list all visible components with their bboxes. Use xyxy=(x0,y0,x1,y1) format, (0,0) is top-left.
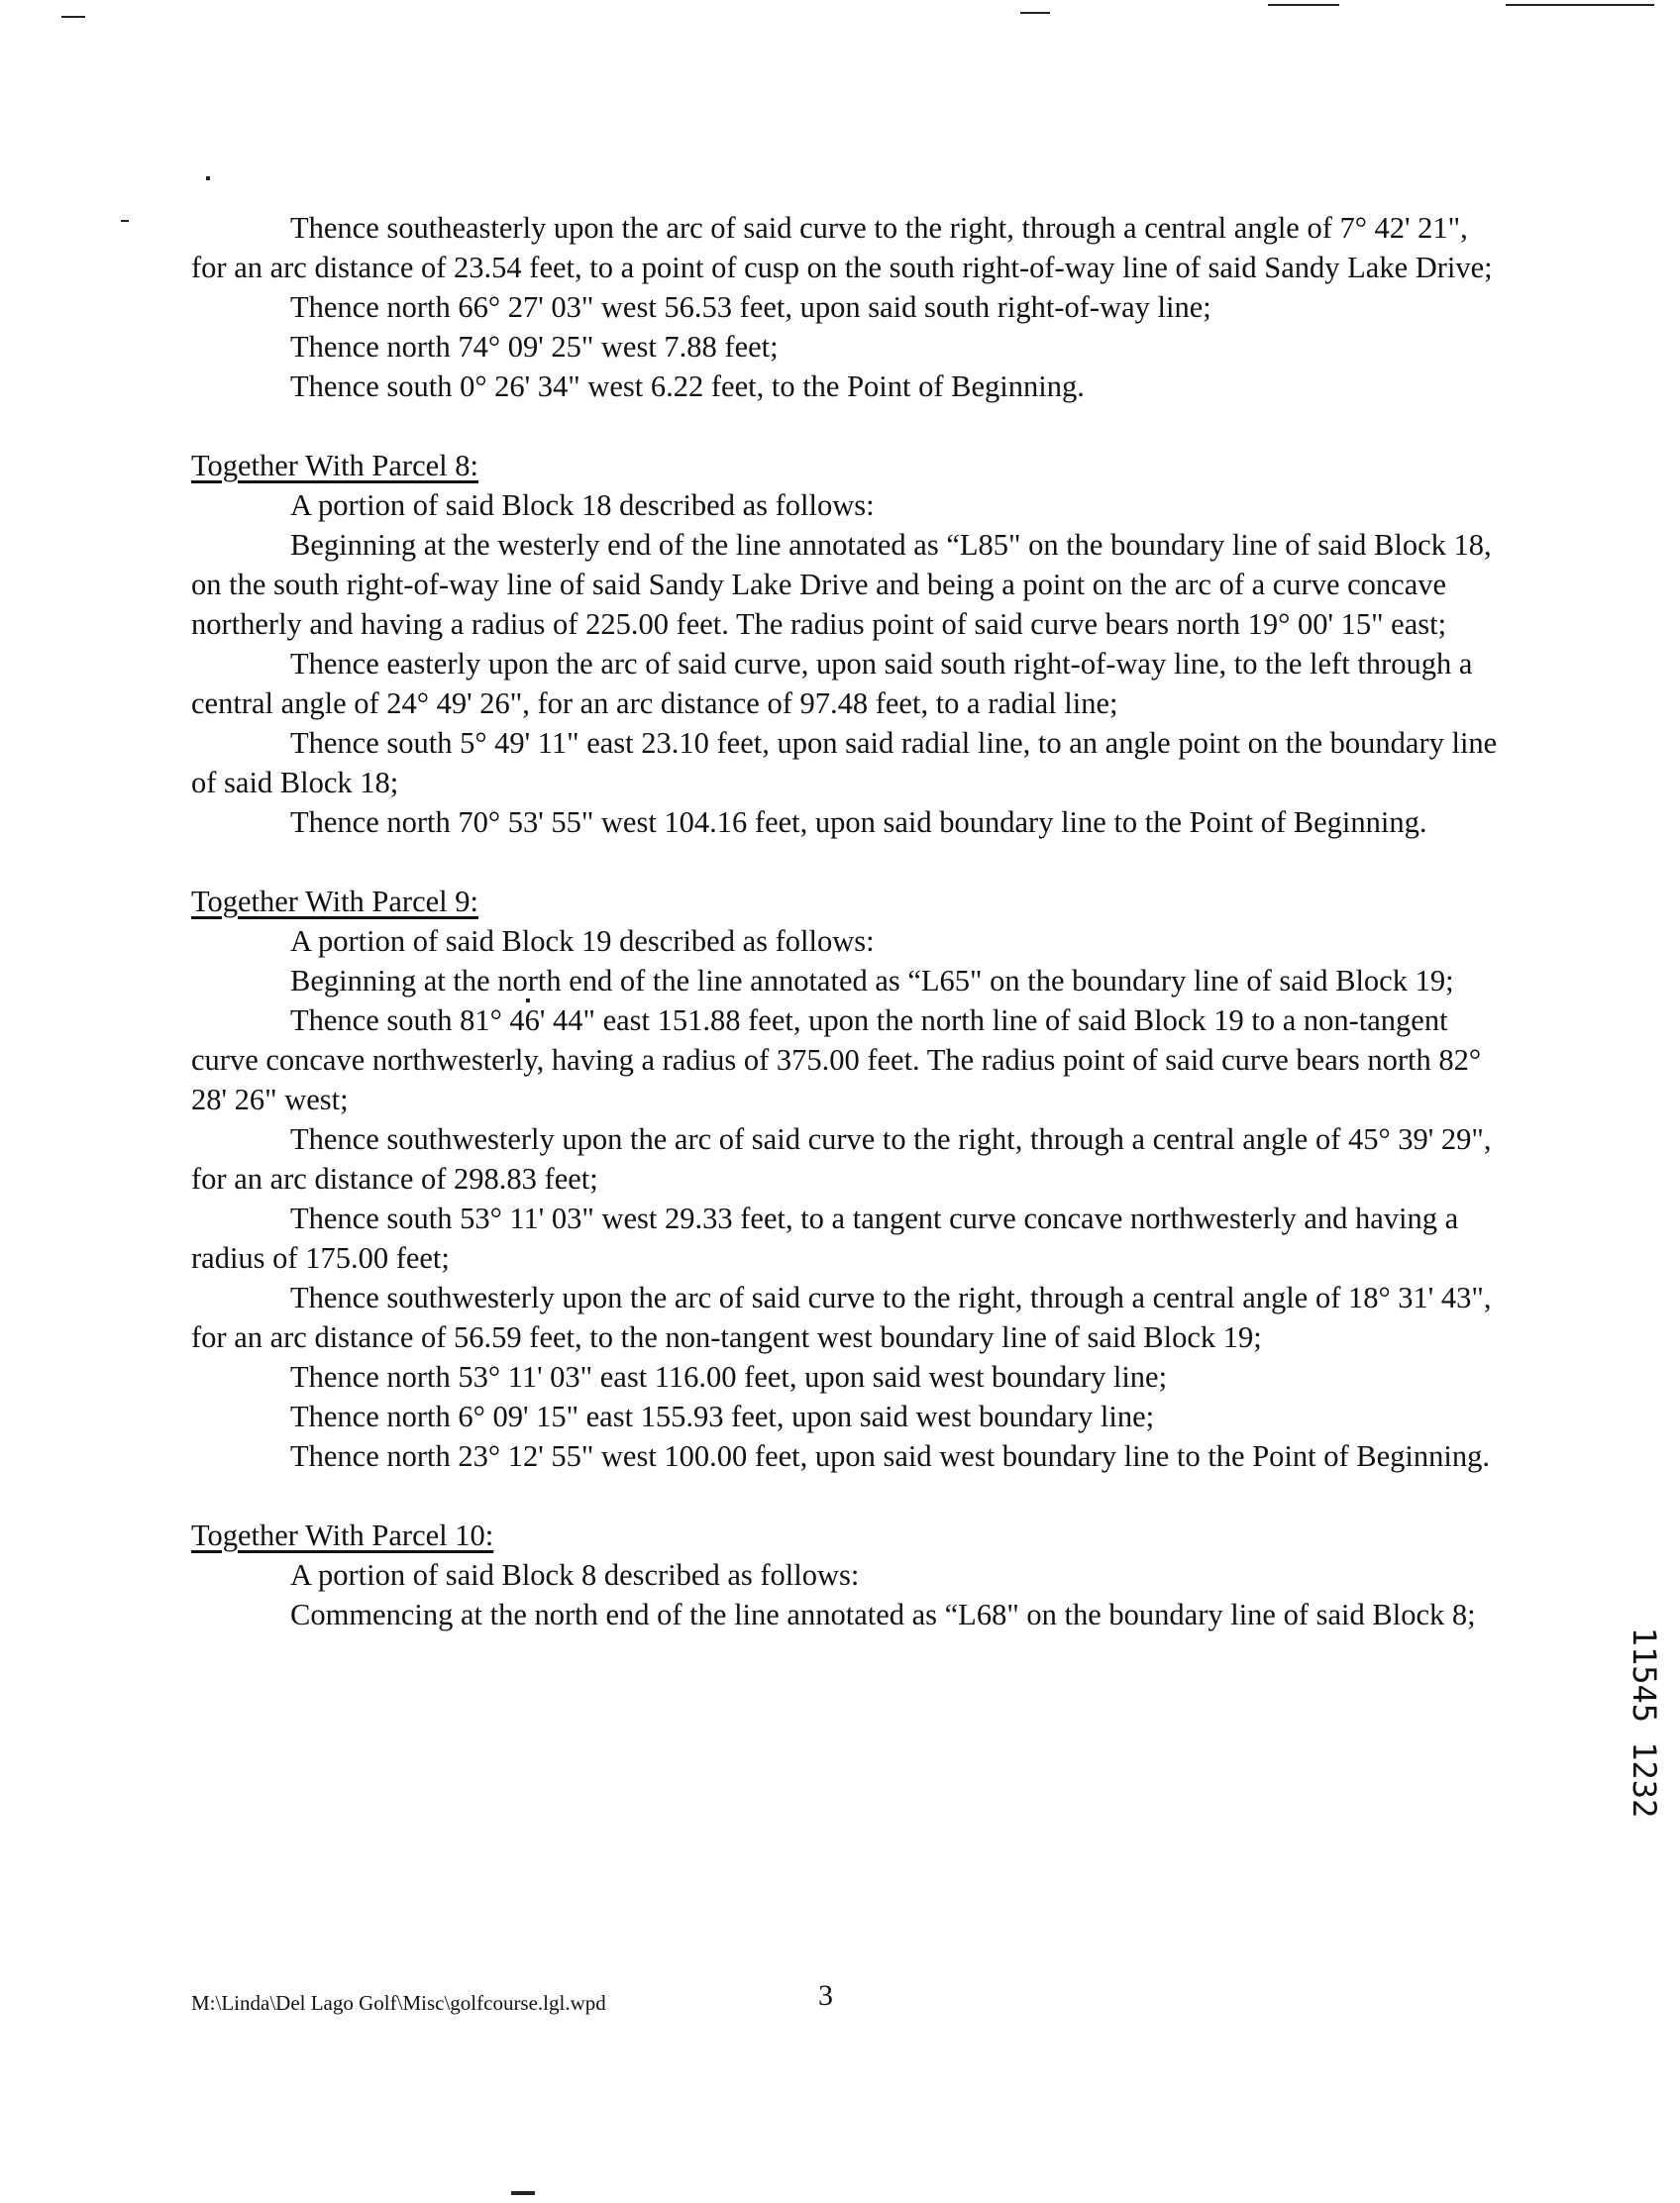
scan-mark xyxy=(511,2191,535,2195)
paragraph: Commencing at the north end of the line annotated as “L68" on the boundary line of said Block 8; xyxy=(290,1598,1476,1631)
parcel-8-heading: Together With Parcel 8: xyxy=(191,449,478,482)
paragraph: Thence north 53° 11' 03" east 116.00 feet, upon said west boundary line; xyxy=(290,1360,1168,1394)
parcel-9-heading: Together With Parcel 9: xyxy=(191,885,478,918)
paragraph: Thence south 5° 49' 11" east 23.10 feet, upon said radial line, to an angle point on the boundary line of said Block 18; xyxy=(191,726,1498,799)
paragraph: Thence southeasterly upon the arc of said curve to the right, through a central angle of 7° 42' 21", for an arc distance of 23.54 feet, to a point of cusp on the south right-of-way line of said Sandy Lake Drive; xyxy=(191,211,1493,284)
scan-mark xyxy=(1268,4,1339,6)
paragraph: Thence north 70° 53' 55" west 104.16 feet, upon said boundary line to the Point of Beginning. xyxy=(290,805,1427,839)
paragraph: Thence south 81° 46' 44" east 151.88 feet, upon the north line of said Block 19 to a non-tangent curve concave northwesterly, having a radius of 375.00 feet. The radius point of said curve bears north 82° 28' 26" west; xyxy=(191,1003,1482,1116)
parcel-10-intro: A portion of said Block 8 described as follows: xyxy=(290,1558,860,1592)
paragraph: Thence south 53° 11' 03" west 29.33 feet, to a tangent curve concave northwesterly and having a radius of 175.00 feet; xyxy=(191,1202,1459,1275)
paragraph: Thence southwesterly upon the arc of said curve to the right, through a central angle of 45° 39' 29", for an arc distance of 298.83 feet; xyxy=(191,1122,1492,1196)
recording-stamp xyxy=(1605,1545,1663,1922)
paragraph: Thence north 6° 09' 15" east 155.93 feet, upon said west boundary line; xyxy=(290,1400,1155,1433)
paragraph: Beginning at the westerly end of the line annotated as “L85" on the boundary line of said Block 18, on the south right-of-way line of said Sandy Lake Drive and being a point on the arc of a curve concave northerly and having a radius of 225.00 feet. The radius point of said curve bears north 19° 00' 15" east; xyxy=(191,528,1492,641)
scan-mark xyxy=(61,16,85,18)
paragraph: Beginning at the north end of the line annotated as “L65" on the boundary line of said Block 19; xyxy=(290,964,1454,997)
paragraph: Thence southwesterly upon the arc of said curve to the right, through a central angle of 18° 31' 43", for an arc distance of 56.59 feet, to the non-tangent west boundary line of said Block 19; xyxy=(191,1281,1492,1354)
paragraph: Thence north 23° 12' 55" west 100.00 feet, upon said west boundary line to the Point of Beginning. xyxy=(290,1439,1490,1473)
paragraph: Thence south 0° 26' 34" west 6.22 feet, to the Point of Beginning. xyxy=(290,369,1085,403)
parcel-8-intro: A portion of said Block 18 described as follows: xyxy=(290,488,875,522)
scan-mark xyxy=(1506,4,1654,6)
scan-mark xyxy=(121,220,129,222)
page-number: 3 xyxy=(818,1979,833,2012)
footer-file-path: M:\Linda\Del Lago Golf\Misc\golfcourse.lgl.wpd xyxy=(191,1991,606,2015)
legal-description xyxy=(191,208,1509,1634)
parcel-9-intro: A portion of said Block 19 described as follows: xyxy=(290,924,875,958)
paragraph: Thence north 74° 09' 25" west 7.88 feet; xyxy=(290,330,779,364)
scan-mark xyxy=(206,176,210,180)
paragraph: Thence easterly upon the arc of said curve, upon said south right-of-way line, to the left through a central angle of 24° 49' 26", for an arc distance of 97.48 feet, to a radial line; xyxy=(191,647,1473,720)
parcel-10-heading: Together With Parcel 10: xyxy=(191,1519,494,1552)
paragraph: Thence north 66° 27' 03" west 56.53 feet, upon said south right-of-way line; xyxy=(290,290,1211,324)
scan-mark xyxy=(1020,12,1050,14)
recording-stamp-text: 11545 1232 xyxy=(1626,1626,1663,1819)
